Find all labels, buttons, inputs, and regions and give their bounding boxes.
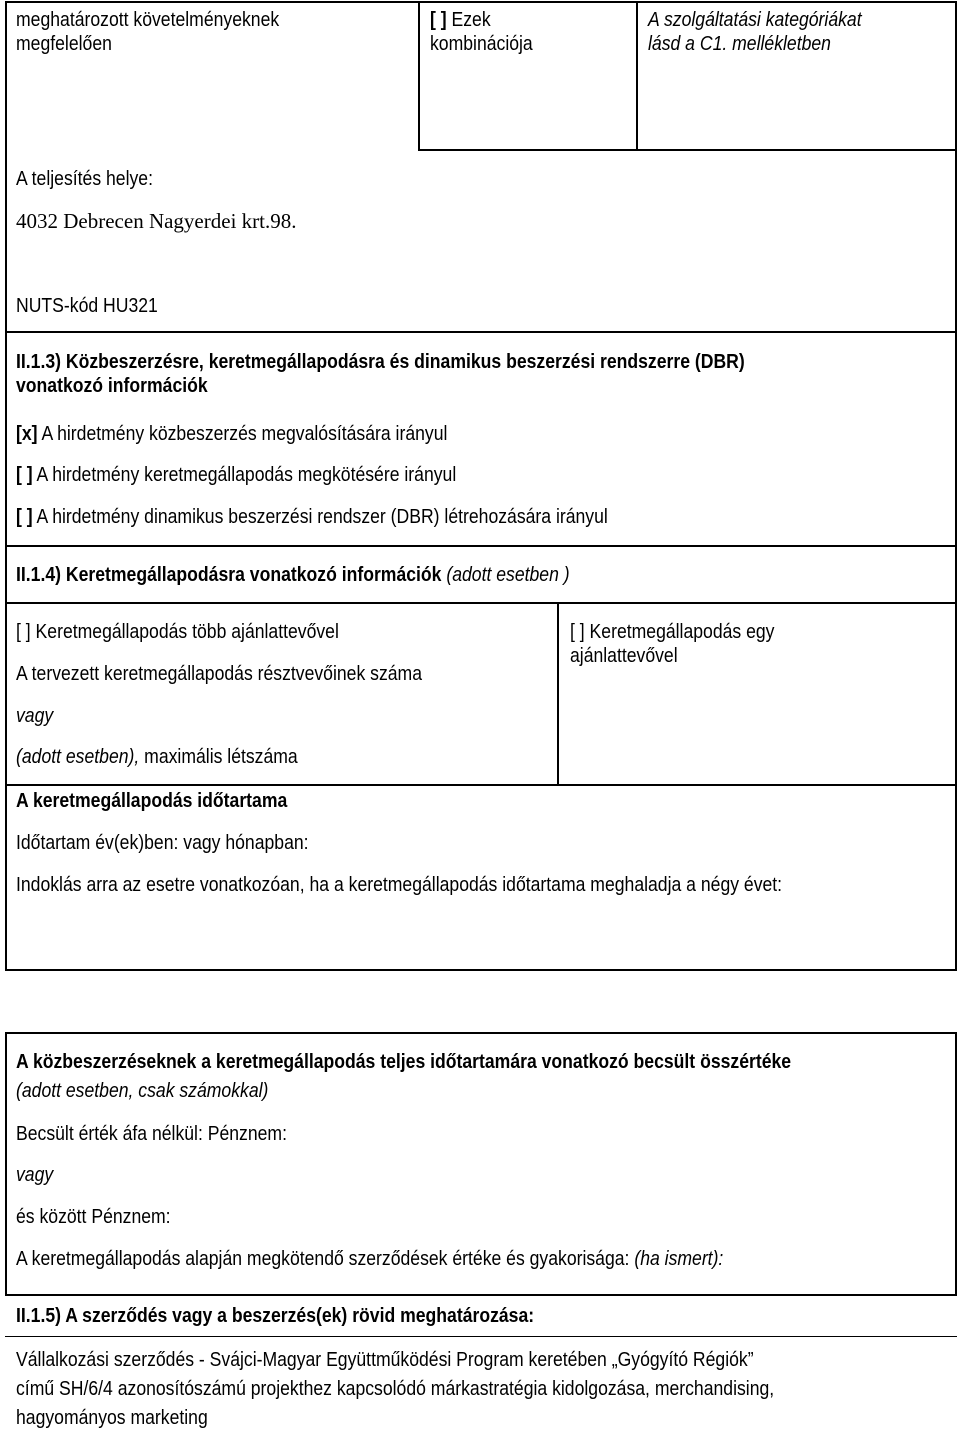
option-procurement: [x] A hirdetmény közbeszerzés megvalósítására irányul (16, 423, 448, 445)
section-214-title: II.1.4) Keretmegállapodásra vonatkozó információk (adott esetben ) (16, 564, 570, 586)
estimate-title: A közbeszerzéseknek a keretmegállapodás teljes időtartamára vonatkozó becsült összértéke (16, 1051, 792, 1073)
estimate-or: vagy (16, 1164, 54, 1186)
place-address: 4032 Debrecen Nagyerdei krt.98. (16, 209, 297, 233)
duration-field: Időtartam év(ek)ben: vagy hónapban: (16, 832, 309, 854)
framework-max: (adott esetben), maximális létszáma (16, 746, 298, 768)
top-table-divider-1 (418, 1, 420, 151)
estimate-value: Becsült érték áfa nélkül: Pénznem: (16, 1123, 287, 1145)
section-divider-place (5, 331, 957, 333)
estimate-note: (adott esetben, csak számokkal) (16, 1080, 269, 1102)
section-213-title: II.1.3) Közbeszerzésre, keretmegállapodásra és dinamikus beszerzési rendszerre (DBR) vonatkozó információk (16, 351, 745, 397)
framework-table-divider (557, 602, 559, 786)
place-label: A teljesítés helye: (16, 168, 153, 190)
duration-title: A keretmegállapodás időtartama (16, 790, 288, 812)
framework-or: vagy (16, 705, 54, 727)
nuts-code: NUTS-kód HU321 (16, 295, 158, 317)
option-framework: [ ] A hirdetmény keretmegállapodás megkötésére irányul (16, 464, 457, 486)
section-divider-214 (5, 545, 957, 547)
top-table-col2: [ ] Ezek kombinációja (430, 9, 533, 55)
estimate-frequency: A keretmegállapodás alapján megkötendő szerződések értéke és gyakorisága: (ha ismert): (16, 1248, 724, 1270)
section-215-title-underline (5, 1336, 957, 1337)
top-table-bottom (418, 149, 957, 151)
framework-multi: [ ] Keretmegállapodás több ajánlattevővel (16, 621, 339, 643)
contract-description: Vállalkozási szerződés - Svájci-Magyar Együttműködési Program keretében „Gyógyító Régiók” című SH/6/4 azonosítószámú projekthez kapcsolódó márkastratégia kidolgozása, merchandising, hagyományos marketing (16, 1349, 775, 1429)
framework-table-top (5, 602, 957, 604)
estimate-range: és között Pénznem: (16, 1206, 171, 1228)
top-table-divider-2 (636, 1, 638, 151)
top-table-col1: meghatározott követelményeknek megfelelően (16, 9, 280, 55)
framework-single: [ ] Keretmegállapodás egy ajánlattevővel (570, 621, 775, 667)
section-215-divider (5, 1294, 957, 1296)
framework-table-bottom (5, 784, 957, 786)
framework-participants: A tervezett keretmegállapodás résztvevőinek száma (16, 663, 422, 685)
option-dbr: [ ] A hirdetmény dinamikus beszerzési rendszer (DBR) létrehozására irányul (16, 506, 608, 528)
duration-justification: Indoklás arra az esetre vonatkozóan, ha a keretmegállapodás időtartama meghaladja a négy évet: (16, 874, 783, 896)
section-215-title: II.1.5) A szerződés vagy a beszerzés(ek) rövid meghatározása: (16, 1305, 535, 1327)
top-table-col3: A szolgáltatási kategóriákat lásd a C1. mellékletben (648, 9, 862, 55)
